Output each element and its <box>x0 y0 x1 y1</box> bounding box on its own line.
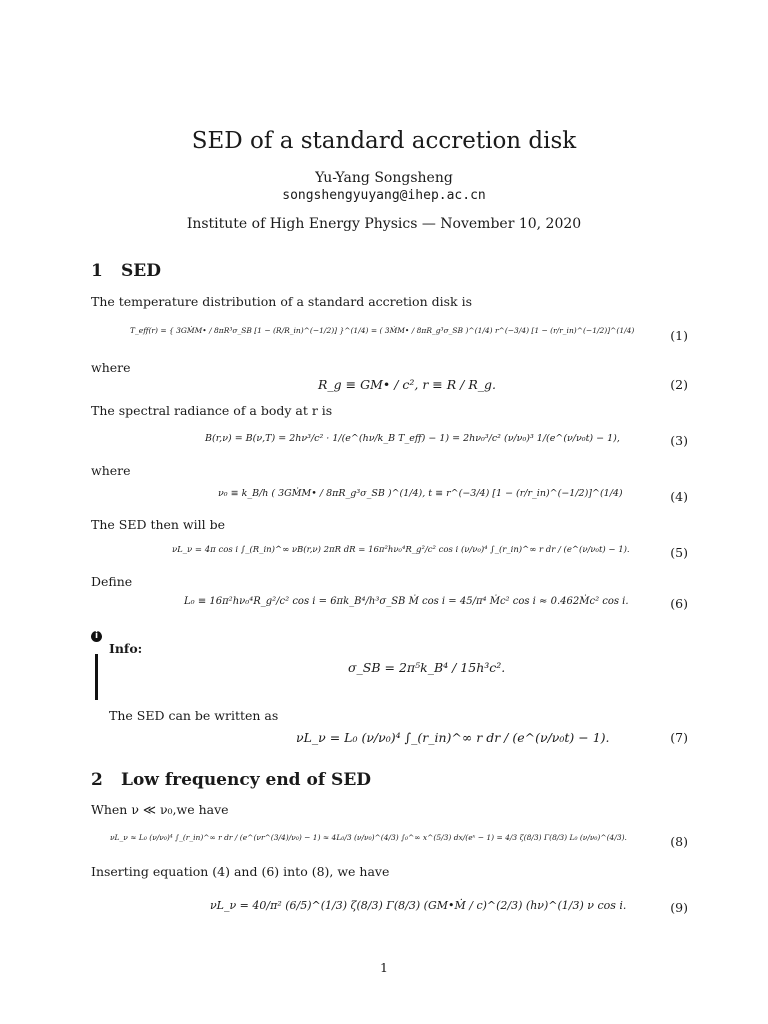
affiliation-date: Institute of High Energy Physics — November 10, 2020 <box>186 216 582 232</box>
equation-6: L₀ ≡ 16π²hν₀⁴R_g²/c² cos i = 6πk_B⁴/h³σ_SB Ṁ cos i = 45/π⁴ Ṁc² cos i ≈ 0.462Ṁc² cos i. <box>184 596 629 607</box>
section-title: Low frequency end of SED <box>121 770 372 790</box>
paper-title: SED of a standard accretion disk <box>191 128 577 154</box>
equation-number: (8) <box>670 834 688 849</box>
equation-number: (4) <box>670 489 688 504</box>
info-box-bar <box>95 654 98 700</box>
equation-7: νL_ν = L₀ (ν/ν₀)⁴ ∫_(r_in)^∞ r dr / (e^(ν/ν₀t) − 1). <box>296 730 610 745</box>
equation-4: ν₀ ≡ k_B/h ( 3GṀM• / 8πR_g³σ_SB )^(1/4), t ≡ r^(−3/4) [1 − (r/r_in)^(−1/2)]^(1/4) <box>218 488 623 499</box>
paragraph: When ν ≪ ν₀,we have <box>91 802 229 817</box>
equation-number: (1) <box>670 328 688 343</box>
equation-9: νL_ν = 40/π² (6/5)^(1/3) ζ(8/3) Γ(8/3) (GM•Ṁ / c)^(2/3) (hν)^(1/3) ν cos i. <box>210 899 627 912</box>
paragraph: Define <box>91 574 133 589</box>
equation-3: B(r,ν) = B(ν,T) = 2hν³/c² · 1/(e^(hν/k_B T_eff) − 1) = 2hν₀³/c² (ν/ν₀)³ 1/(e^(ν/ν₀t) − 1), <box>205 433 620 444</box>
equation-info: σ_SB = 2π⁵k_B⁴ / 15h³c². <box>348 660 506 675</box>
paragraph: The spectral radiance of a body at r is <box>91 403 333 418</box>
equation-number: (2) <box>670 377 688 392</box>
equation-number: (7) <box>670 730 688 745</box>
paragraph: The temperature distribution of a standard accretion disk is <box>91 294 472 309</box>
paragraph: Inserting equation (4) and (6) into (8), we have <box>91 864 390 879</box>
section-heading-2 <box>91 770 371 790</box>
equation-5: νL_ν = 4π cos i ∫_(R_in)^∞ νB(r,ν) 2πR dR = 16π²hν₀⁴R_g²/c² cos i (ν/ν₀)⁴ ∫_(r_in)^∞ r dr / (e^(ν/ν₀t) − 1). <box>172 545 630 555</box>
paragraph: The SED then will be <box>91 517 226 532</box>
section-number: 1 <box>91 261 103 281</box>
author-name: Yu-Yang Songsheng <box>315 170 453 186</box>
info-icon: i <box>91 631 102 642</box>
equation-number: (6) <box>670 596 688 611</box>
equation-number: (3) <box>670 433 688 448</box>
section-title: SED <box>121 261 161 281</box>
section-heading-1 <box>91 261 161 281</box>
equation-number: (9) <box>670 900 688 915</box>
equation-2: R_g ≡ GM• / c², r ≡ R / R_g. <box>318 377 496 392</box>
page-number: 1 <box>380 960 388 975</box>
info-label: Info: <box>109 641 143 656</box>
equation-1: T_eff(r) = { 3GṀM• / 8πR³σ_SB [1 − (R/R_in)^(−1/2)] }^(1/4) = ( 3ṀM• / 8πR_g³σ_SB )^(1/4) r^(−3/4) [1 − (r/r_in)^(−1/2)]^(1/4) <box>130 326 635 335</box>
equation-number: (5) <box>670 545 688 560</box>
author-email: songshengyuyang@ihep.ac.cn <box>282 188 486 203</box>
paragraph: where <box>91 360 131 375</box>
paragraph: where <box>91 463 131 478</box>
equation-8: νL_ν ≈ L₀ (ν/ν₀)⁴ ∫_(r_in)^∞ r dr / (e^(νr^(3/4)/ν₀) − 1) ≈ 4L₀/3 (ν/ν₀)^(4/3) ∫₀^∞ x^(5/3) dx/(eˣ − 1) = 4/3 ζ(8/3) Γ(8/3) L₀ (ν/ν₀)^(4/3). <box>110 833 627 842</box>
section-number: 2 <box>91 770 103 790</box>
paragraph: The SED can be written as <box>109 708 279 723</box>
